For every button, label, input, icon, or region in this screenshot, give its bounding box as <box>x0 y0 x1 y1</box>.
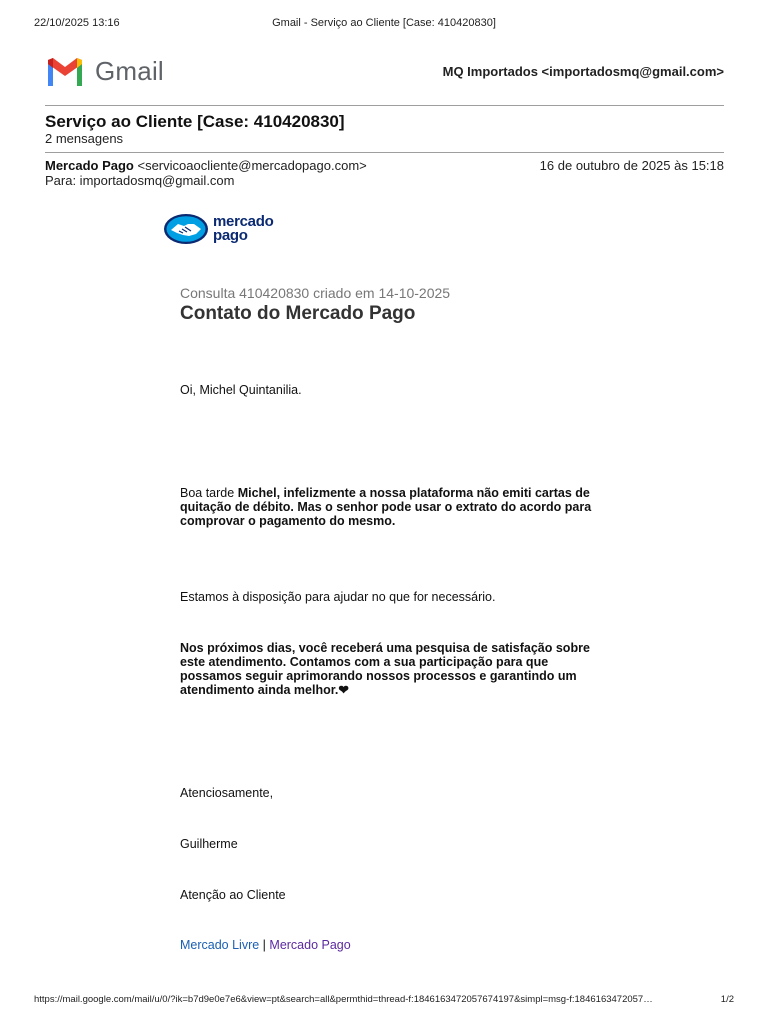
gmail-m-icon <box>45 57 85 87</box>
sign-off: Atenciosamente, <box>180 786 274 800</box>
message-divider <box>45 152 724 153</box>
print-title: Gmail - Serviço ao Cliente [Case: 410420830] <box>272 17 496 29</box>
link-separator: | <box>259 938 270 952</box>
email-heading: Contato do Mercado Pago <box>180 303 416 324</box>
paragraph-survey <box>180 641 600 697</box>
heart-icon: ❤ <box>338 683 349 697</box>
paragraph-availability: Estamos à disposição para ajudar no que for necessário. <box>180 590 496 604</box>
handshake-icon <box>163 213 209 245</box>
header-divider <box>45 105 724 106</box>
greeting: Oi, Michel Quintanilia. <box>180 383 302 397</box>
mp-logo-line1: mercado <box>213 213 274 230</box>
link-mercado-pago[interactable]: Mercado Pago <box>269 938 351 952</box>
sender <box>45 158 367 173</box>
agent-name: Guilherme <box>180 837 238 851</box>
sender-email: <servicoaocliente@mercadopago.com> <box>133 158 367 173</box>
paragraph-reply-lead: Boa tarde <box>180 486 238 500</box>
gmail-logo <box>45 56 164 87</box>
paragraph-survey-text: Nos próximos dias, você receberá uma pesquisa de satisfação sobre este atendimento. Contamos com a sua participação para que possamos seguir aprimorando nossos processos e garantindo um atendimento ainda melhor. <box>180 641 590 697</box>
account-label: MQ Importados <importadosmq@gmail.com> <box>442 64 724 79</box>
message-date: 16 de outubro de 2025 às 15:18 <box>539 158 724 173</box>
sender-name: Mercado Pago <box>45 158 134 173</box>
footer-links <box>180 938 351 952</box>
link-mercado-livre[interactable]: Mercado Livre <box>180 938 260 952</box>
paragraph-reply-bold: Michel, infelizmente a nossa plataforma não emiti cartas de quitação de débito. Mas o senhor pode usar o extrato do acordo para comprovar o pagamento do mesmo. <box>180 486 592 528</box>
case-info: Consulta 410420830 criado em 14-10-2025 <box>180 285 451 301</box>
recipient: Para: importadosmq@gmail.com <box>45 173 235 188</box>
print-url: https://mail.google.com/mail/u/0/?ik=b7d9e0e7e6&view=pt&search=all&permthid=thread-f:1846163472057674197&simpl=msg-f:1846163472057… <box>34 994 653 1005</box>
department: Atenção ao Cliente <box>180 888 286 902</box>
message-count: 2 mensagens <box>45 131 124 146</box>
mercado-pago-logo <box>163 213 273 245</box>
mp-logo-line2: pago <box>213 227 248 244</box>
paragraph-reply <box>180 486 600 528</box>
thread-subject: Serviço ao Cliente [Case: 410420830] <box>45 112 345 131</box>
page-number: 1/2 <box>720 994 734 1005</box>
print-datetime: 22/10/2025 13:16 <box>34 17 120 29</box>
gmail-wordmark: Gmail <box>95 56 164 86</box>
